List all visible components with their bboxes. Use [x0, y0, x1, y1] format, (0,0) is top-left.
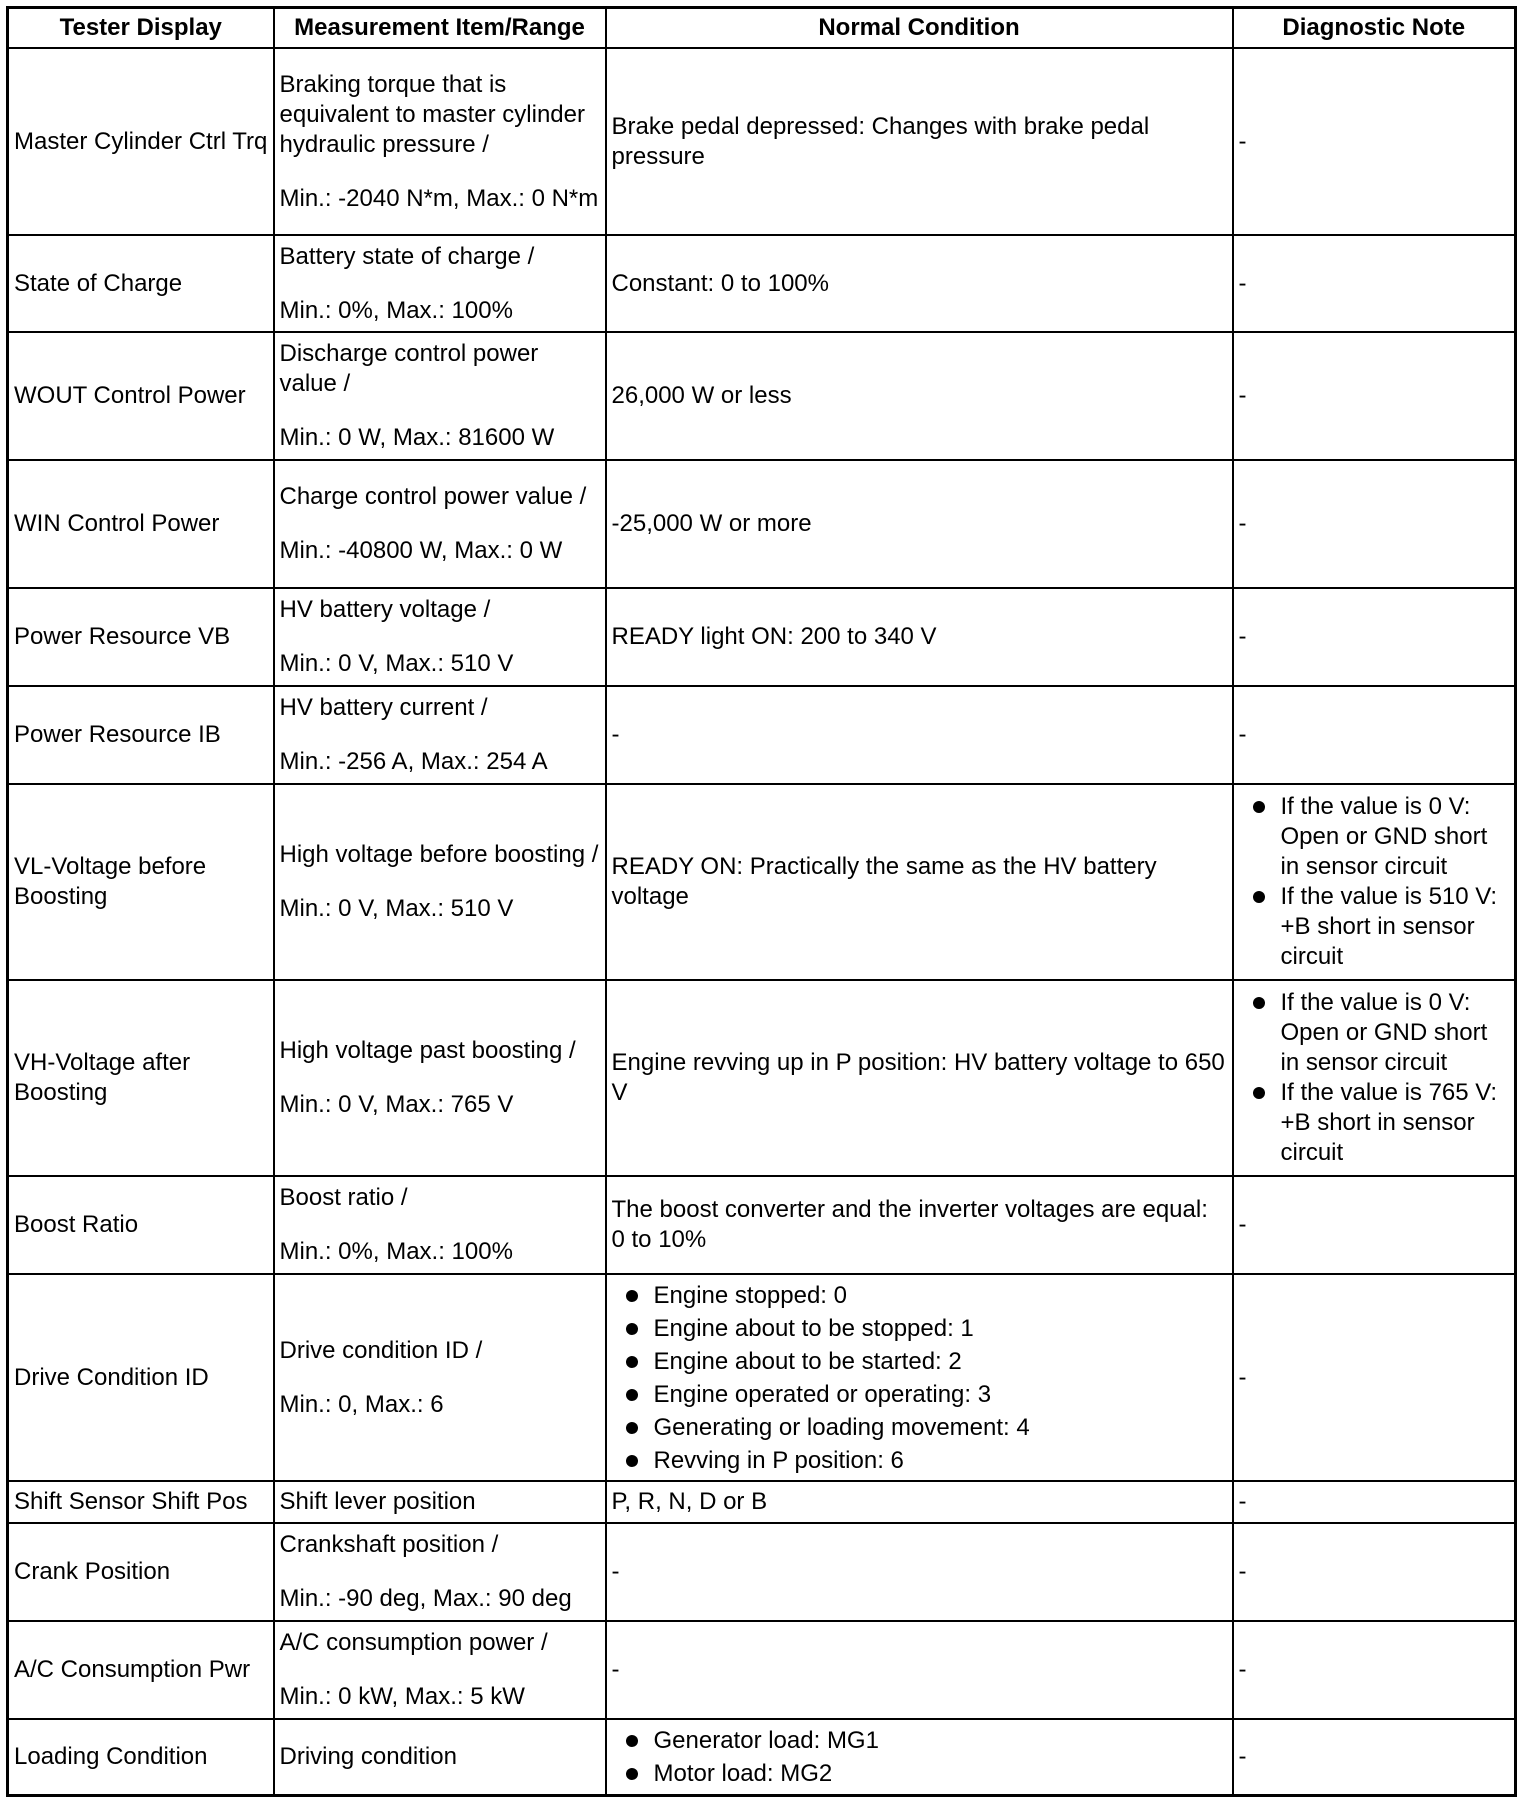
header-measurement-item-range: Measurement Item/Range [274, 8, 606, 49]
tester-display-cell: Loading Condition [8, 1719, 274, 1795]
normal-condition-cell: 26,000 W or less [606, 332, 1233, 460]
diagnostic-note-item: If the value is 510 V: +B short in sensor circuit [1239, 882, 1510, 972]
measurement-range-cell [274, 1274, 606, 1481]
measurement-range: Min.: 0%, Max.: 100% [279, 1238, 513, 1265]
measurement-range: Min.: 0 V, Max.: 765 V [279, 1091, 514, 1118]
measurement-item: High voltage past boosting / [279, 1037, 576, 1064]
measurement-range-cell [274, 1523, 606, 1621]
measurement-range: Min.: 0 V, Max.: 510 V [279, 650, 514, 677]
normal-condition-cell: READY light ON: 200 to 340 V [606, 588, 1233, 686]
header-tester-display: Tester Display [8, 8, 274, 49]
condition-list-item: Engine operated or operating: 3 [612, 1378, 1227, 1411]
normal-condition-cell [606, 1719, 1233, 1795]
normal-condition-cell: - [606, 686, 1233, 784]
normal-condition-cell: Brake pedal depressed: Changes with brake pedal pressure [606, 48, 1233, 235]
measurement-item: Crankshaft position / [279, 1531, 499, 1558]
table-row [8, 460, 1516, 588]
normal-condition-cell: -25,000 W or more [606, 460, 1233, 588]
table-row [8, 1481, 1516, 1523]
measurement-range: Min.: -90 deg, Max.: 90 deg [279, 1585, 572, 1612]
tester-display-cell: VL-Voltage before Boosting [8, 784, 274, 980]
measurement-range-cell [274, 1176, 606, 1274]
tester-display-cell: Power Resource VB [8, 588, 274, 686]
tester-display-cell: State of Charge [8, 235, 274, 332]
measurement-range-cell [274, 980, 606, 1176]
measurement-item: High voltage before boosting / [279, 841, 599, 868]
diagnostic-note-cell: - [1233, 48, 1516, 235]
normal-condition-cell [606, 1274, 1233, 1481]
table-row [8, 48, 1516, 235]
tester-display-cell: Boost Ratio [8, 1176, 274, 1274]
measurement-range: Min.: 0 W, Max.: 81600 W [279, 424, 555, 451]
measurement-item: HV battery voltage / [279, 596, 491, 623]
table-row [8, 588, 1516, 686]
condition-list-item: Engine about to be stopped: 1 [612, 1312, 1227, 1345]
table-row [8, 1621, 1516, 1719]
measurement-range-cell [274, 48, 606, 235]
header-normal-condition: Normal Condition [606, 8, 1233, 49]
diagnostic-note-cell: - [1233, 1274, 1516, 1481]
measurement-range: Min.: 0%, Max.: 100% [279, 296, 513, 324]
tester-display-cell: Crank Position [8, 1523, 274, 1621]
measurement-item: Boost ratio / [279, 1184, 408, 1211]
measurement-range-cell [274, 332, 606, 460]
table-row [8, 980, 1516, 1176]
measurement-range: Min.: 0, Max.: 6 [279, 1390, 444, 1418]
measurement-range-cell [274, 686, 606, 784]
measurement-range: Min.: -2040 N*m, Max.: 0 N*m [279, 184, 599, 212]
tester-display-cell: WIN Control Power [8, 460, 274, 588]
normal-condition-cell: - [606, 1621, 1233, 1719]
tester-display-cell: Power Resource IB [8, 686, 274, 784]
measurement-item: Drive condition ID / [279, 1336, 483, 1364]
measurement-range-cell [274, 460, 606, 588]
normal-condition-cell: READY ON: Practically the same as the HV battery voltage [606, 784, 1233, 980]
diagnostic-note-cell [1233, 784, 1516, 980]
normal-condition-cell: The boost converter and the inverter voltages are equal: 0 to 10% [606, 1176, 1233, 1274]
measurement-range: Min.: 0 kW, Max.: 5 kW [279, 1683, 525, 1710]
tester-display-cell: Drive Condition ID [8, 1274, 274, 1481]
diagnostic-note-cell: - [1233, 235, 1516, 332]
measurement-range-cell [274, 784, 606, 980]
measurement-item: A/C consumption power / [279, 1629, 548, 1656]
diagnostic-note-cell: - [1233, 460, 1516, 588]
tester-display-cell: Master Cylinder Ctrl Trq [8, 48, 274, 235]
diagnostic-note-cell: - [1233, 1719, 1516, 1795]
table-row [8, 784, 1516, 980]
diagnostic-note-item: If the value is 0 V: Open or GND short in sensor circuit [1239, 988, 1510, 1078]
measurement-item: HV battery current / [279, 694, 488, 721]
table-row [8, 686, 1516, 784]
measurement-item: Driving condition [279, 1742, 457, 1770]
data-table [6, 6, 1517, 1797]
table-row [8, 1274, 1516, 1481]
table-row [8, 1176, 1516, 1274]
diagnostic-note-cell: - [1233, 1481, 1516, 1523]
condition-list-item: Revving in P position: 6 [612, 1444, 1227, 1477]
measurement-range-cell [274, 1621, 606, 1719]
diagnostic-note-cell: - [1233, 1523, 1516, 1621]
diagnostic-note-cell: - [1233, 588, 1516, 686]
condition-list-item: Generating or loading movement: 4 [612, 1411, 1227, 1444]
measurement-range: Min.: 0 V, Max.: 510 V [279, 895, 514, 922]
header-row [8, 8, 1516, 49]
measurement-item: Discharge control power value / [279, 340, 539, 397]
table-row [8, 1523, 1516, 1621]
diagnostic-note-item: If the value is 0 V: Open or GND short in sensor circuit [1239, 792, 1510, 882]
diagnostic-note-item: If the value is 765 V: +B short in sensor circuit [1239, 1078, 1510, 1168]
measurement-range-cell [274, 235, 606, 332]
normal-condition-cell: - [606, 1523, 1233, 1621]
diagnostic-note-cell: - [1233, 1176, 1516, 1274]
measurement-range: Min.: -256 A, Max.: 254 A [279, 748, 548, 775]
condition-list-item: Generator load: MG1 [612, 1724, 1227, 1757]
measurement-item: Battery state of charge / [279, 242, 535, 270]
table-row [8, 235, 1516, 332]
measurement-range-cell [274, 1481, 606, 1523]
header-diagnostic-note: Diagnostic Note [1233, 8, 1516, 49]
diagnostic-note-cell: - [1233, 1621, 1516, 1719]
measurement-item: Shift lever position [279, 1488, 476, 1515]
condition-list-item: Engine about to be started: 2 [612, 1345, 1227, 1378]
measurement-range-cell [274, 588, 606, 686]
measurement-range: Min.: -40800 W, Max.: 0 W [279, 537, 563, 564]
tester-display-cell: A/C Consumption Pwr [8, 1621, 274, 1719]
tester-display-cell: VH-Voltage after Boosting [8, 980, 274, 1176]
measurement-range-cell [274, 1719, 606, 1795]
measurement-item: Braking torque that is equivalent to master cylinder hydraulic pressure / [279, 70, 585, 158]
normal-condition-cell: Engine revving up in P position: HV battery voltage to 650 V [606, 980, 1233, 1176]
condition-list-item: Engine stopped: 0 [612, 1279, 1227, 1312]
tester-display-cell: WOUT Control Power [8, 332, 274, 460]
diagnostic-note-cell [1233, 980, 1516, 1176]
condition-list-item: Motor load: MG2 [612, 1757, 1227, 1790]
table-row [8, 1719, 1516, 1795]
table-row [8, 332, 1516, 460]
normal-condition-cell: Constant: 0 to 100% [606, 235, 1233, 332]
tester-display-cell: Shift Sensor Shift Pos [8, 1481, 274, 1523]
normal-condition-cell: P, R, N, D or B [606, 1481, 1233, 1523]
diagnostic-note-cell: - [1233, 332, 1516, 460]
measurement-item: Charge control power value / [279, 483, 587, 510]
diagnostic-note-cell: - [1233, 686, 1516, 784]
